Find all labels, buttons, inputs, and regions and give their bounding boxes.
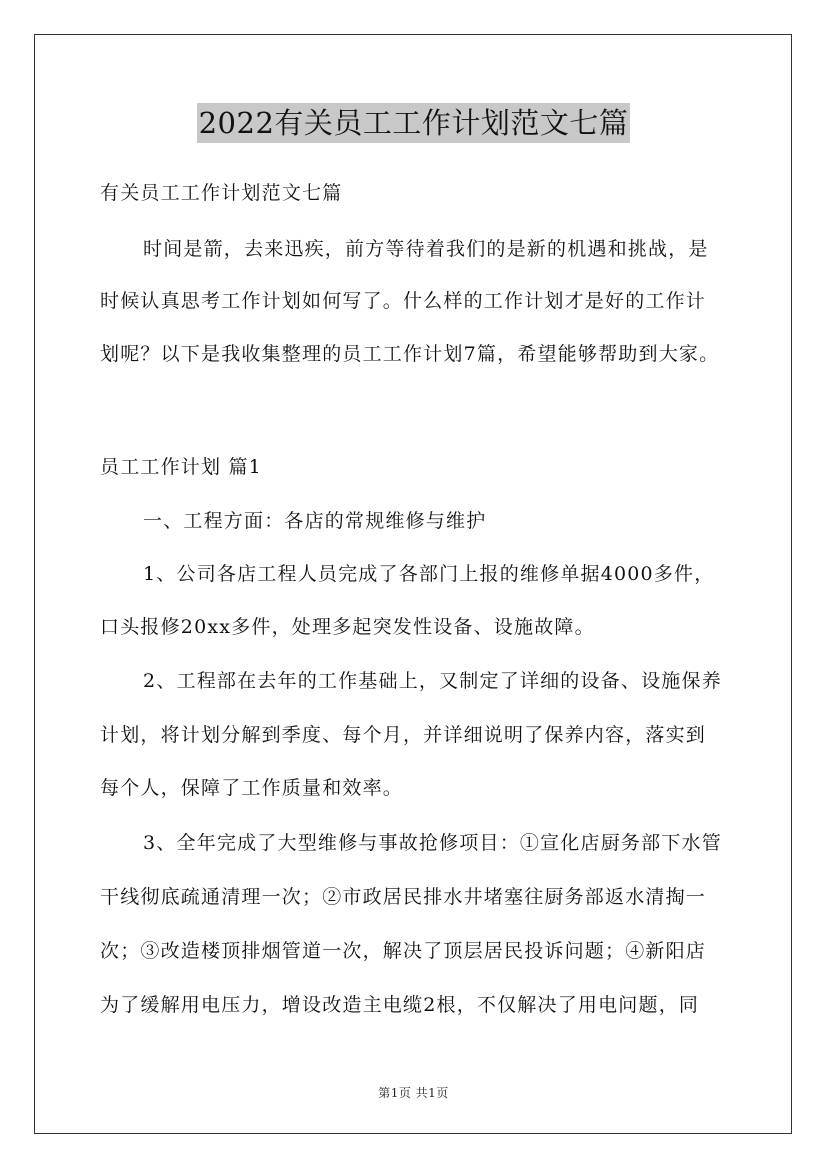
- document-title: 2022有关员工工作计划范文七篇: [197, 103, 631, 143]
- intro-line-3: 划呢？以下是我收集整理的员工工作计划7篇，希望能够帮助到大家。: [100, 343, 720, 365]
- para3-line-1: 3、全年完成了大型维修与事故抢修项目：①宣化店厨务部下水管: [143, 832, 722, 854]
- page-footer: 第1页 共1页: [378, 1086, 449, 1100]
- para3-line-3: 次；③改造楼顶排烟管道一次，解决了顶层居民投诉问题；④新阳店: [100, 940, 707, 962]
- para2-line-2: 计划，将计划分解到季度、每个月，并详细说明了保养内容，落实到: [100, 724, 707, 746]
- para3-line-4: 为了缓解用电压力，增设改造主电缆2根，不仅解决了用电问题，同: [100, 994, 700, 1016]
- section-heading: 员工工作计划 篇1: [100, 456, 262, 478]
- para2-line-3: 每个人，保障了工作质量和效率。: [100, 777, 404, 799]
- para1-line-2: 口头报修20xx多件，处理多起突发性设备、设施故障。: [100, 616, 595, 638]
- document-subtitle: 有关员工工作计划范文七篇: [100, 182, 343, 204]
- intro-line-1: 时间是箭，去来迅疾，前方等待着我们的是新的机遇和挑战，是: [143, 238, 709, 260]
- para2-line-1: 2、工程部在去年的工作基础上，又制定了详细的设备、设施保养: [143, 670, 722, 692]
- item-heading: 一、工程方面：各店的常规维修与维护: [143, 510, 487, 532]
- para1-line-1: 1、公司各店工程人员完成了各部门上报的维修单据4000多件，: [143, 563, 715, 585]
- intro-line-2: 时候认真思考工作计划如何写了。什么样的工作计划才是好的工作计: [100, 290, 707, 312]
- title-container: [0, 103, 827, 143]
- para3-line-2: 干线彻底疏通清理一次；②市政居民排水井堵塞往厨务部返水清掏一: [100, 886, 707, 908]
